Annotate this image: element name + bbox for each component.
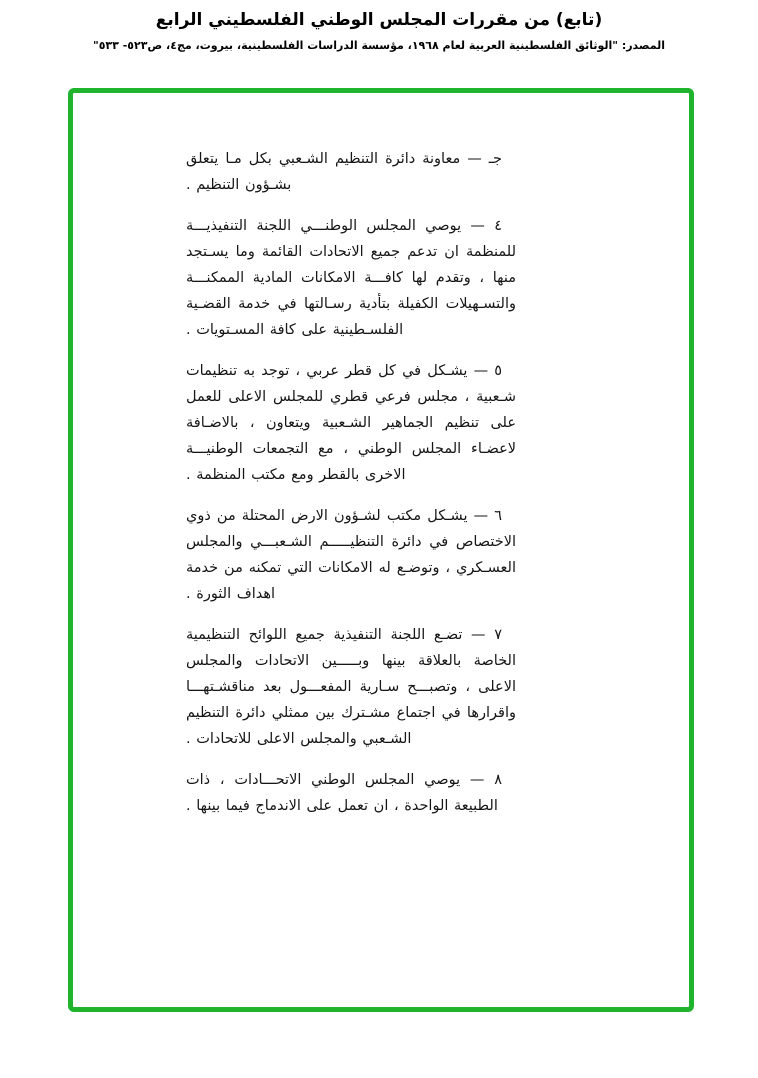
paragraph-item-8: ٨ — يوصي المجلس الوطني الاتحـــادات ، ذات الطبيعة الواحدة ، ان تعمل على الاندماج فيما بينها . — [186, 772, 502, 814]
paragraph-item-c: جـ — معاونة دائرة التنظيم الشـعبي بكل مـا يتعلق بشـؤون التنظيم . — [186, 151, 502, 193]
paragraph-item-7: ٧ — تضـع اللجنة التنفيذية جميع اللوائح التنظيمية الخاصة بالعلاقة بينها وبـــــين الاتحادات والمجلس الاعلى ، وتصبـــح سـارية المفعـــول بعد مناقشـتهـــا واقرارها في اجتماع مشـترك بين ممثلي دائرة التنظيم الشـعبي والمجلس الاعلى للاتحادات . — [186, 627, 516, 747]
document-body — [186, 146, 516, 834]
source-citation: المصدر: "الوثائق الفلسطينية العربية لعام ١٩٦٨، مؤسسة الدراسات الفلسطينية، بيروت، مج٤، ص٥٢٣- ٥٣٣" — [92, 39, 666, 52]
paragraph-item-4: ٤ — يوصي المجلس الوطنـــي اللجنة التنفيذيـــة للمنظمة ان تدعم جميع الاتحادات القائمة وما يسـتجد منها ، وتقدم لها كافـــة الامكانات المادية الممكنـــة والتسـهيلات الكفيلة بتأدية رسـالتها في خدمة القضـية الفلسـطينية على كافة المسـتويات . — [186, 218, 516, 338]
paragraph-item-5: ٥ — يشـكل في كل قطر عربي ، توجد به تنظيمات شـعبية ، مجلس فرعي قطري للمجلس الاعلى للعمل على تنظيم الجماهير الشـعبية ويتعاون ، بالاضـافة لاعضـاء المجلس الوطني ، مع التجمعات الوطنيـــة الاخرى بالقطر ومع مكتب المنظمة . — [186, 363, 516, 483]
page-header — [0, 10, 758, 52]
document-title: (تابع) من مقررات المجلس الوطني الفلسطيني الرابع — [155, 10, 603, 30]
paragraph-item-6: ٦ — يشـكل مكتب لشـؤون الارض المحتلة من ذوي الاختصاص في دائرة التنظيـــــم الشـعبـــي والمجلس العسـكري ، وتوضـع له الامكانات التي تمكنه من خدمة اهداف الثورة . — [186, 508, 516, 602]
